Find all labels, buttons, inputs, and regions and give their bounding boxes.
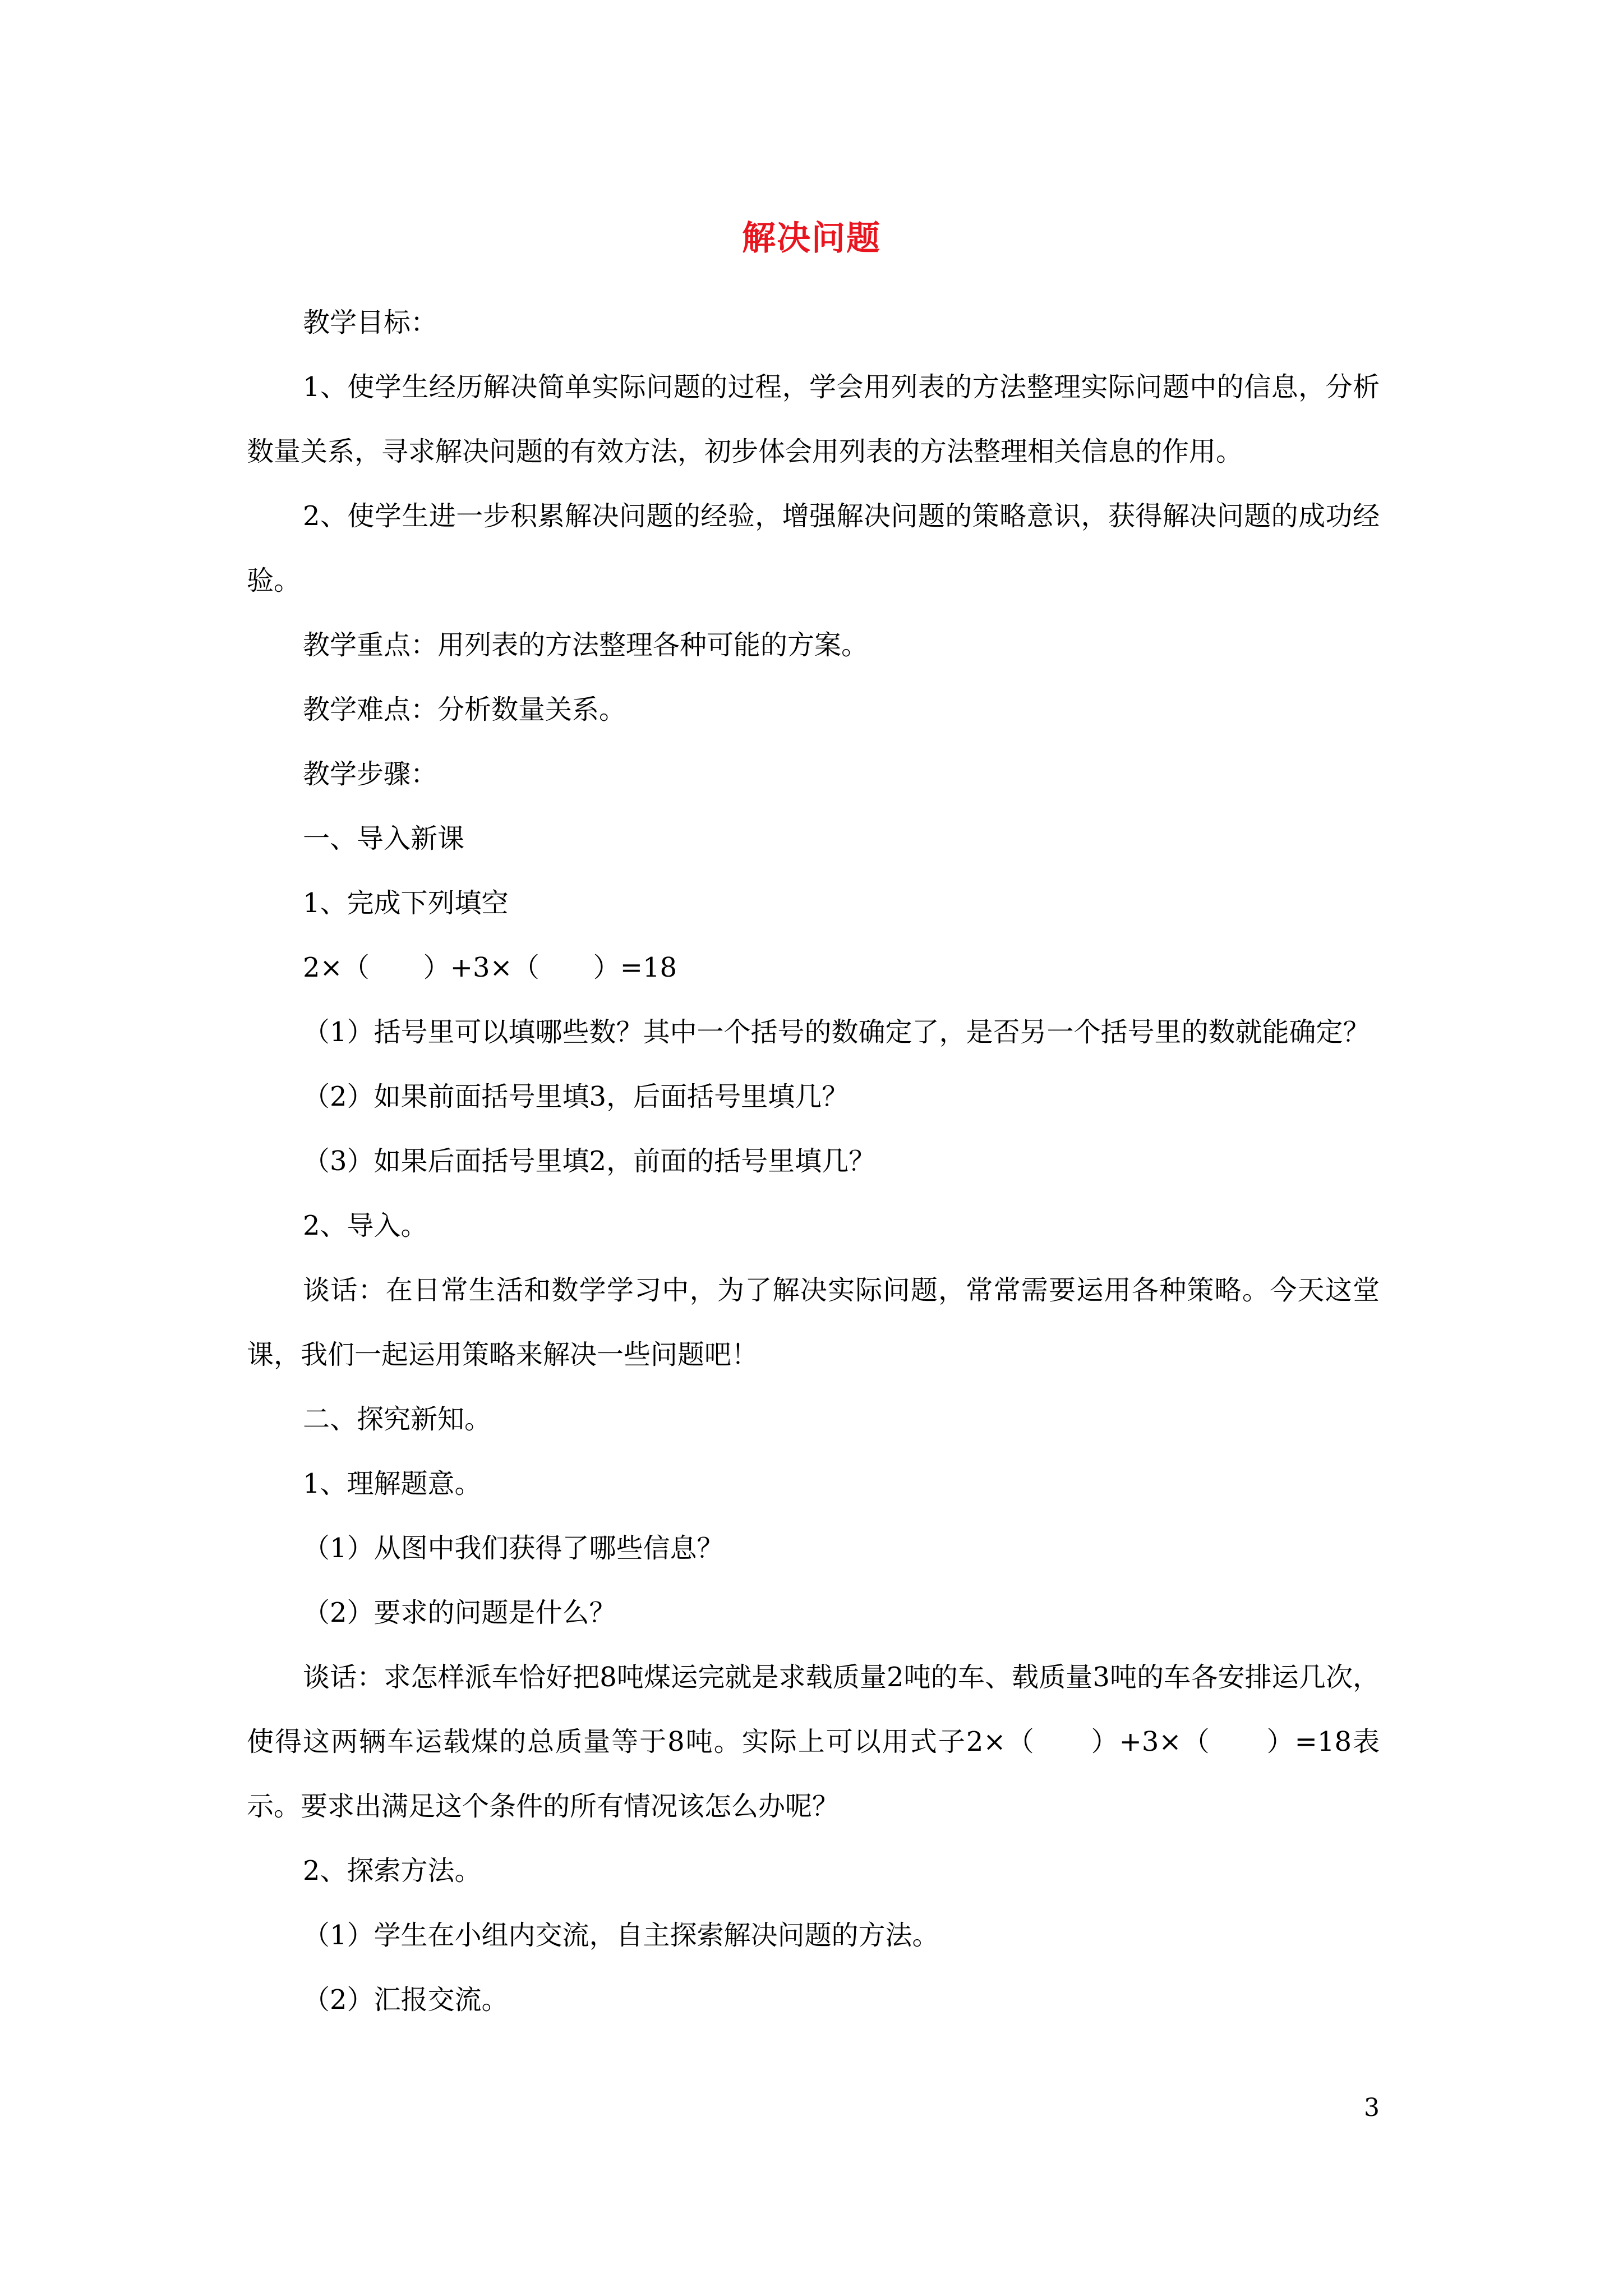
paragraph: （2）汇报交流。 — [303, 1984, 509, 2016]
paragraph: 教学重点：用列表的方法整理各种可能的方案。 — [303, 629, 869, 661]
paragraph: （1）学生在小组内交流，自主探索解决问题的方法。 — [303, 1920, 939, 1951]
paragraph: 1、完成下列填空 — [303, 887, 509, 919]
paragraph: 教学难点：分析数量关系。 — [303, 694, 626, 725]
paragraph: 教学目标： — [303, 307, 438, 338]
paragraph: 一、导入新课 — [303, 823, 465, 854]
paragraph: 谈话：在日常生活和数学学习中，为了解决实际问题，常常需要运用各种策略。今天这堂课，我们一起运用策略来解决一些问题吧！ — [247, 1274, 1380, 1370]
paragraph: 2、探索方法。 — [303, 1855, 482, 1887]
paragraph: 谈话：求怎样派车恰好把8吨煤运完就是求载质量2吨的车、载质量3吨的车各安排运几次，使得这两辆车运载煤的总质量等于8吨。实际上可以用式子2×（ ）+3×（ ）=18表示。要求出满足这个条件的所有情况该怎么办呢？ — [247, 1662, 1380, 1822]
paragraph: 1、理解题意。 — [303, 1468, 482, 1499]
document-body — [247, 291, 1380, 2032]
paragraph: （1）括号里可以填哪些数？其中一个括号的数确定了，是否另一个括号里的数就能确定？ — [303, 1016, 1370, 1048]
paragraph: 1、使学生经历解决简单实际问题的过程，学会用列表的方法整理实际问题中的信息，分析数量关系，寻求解决问题的有效方法，初步体会用列表的方法整理相关信息的作用。 — [247, 371, 1380, 467]
paragraph: （1）从图中我们获得了哪些信息？ — [303, 1533, 724, 1564]
paragraph: 2、使学生进一步积累解决问题的经验，增强解决问题的策略意识，获得解决问题的成功经验。 — [247, 500, 1380, 596]
paragraph: 教学步骤： — [303, 758, 438, 790]
paragraph: 2×（ ）+3×（ ）=18 — [303, 952, 677, 983]
paragraph: 2、导入。 — [303, 1210, 428, 1241]
paragraph: （2）要求的问题是什么？ — [303, 1597, 616, 1628]
paragraph: （2）如果前面括号里填3，后面括号里填几？ — [303, 1081, 849, 1112]
page-number: 3 — [1364, 2093, 1380, 2122]
paragraph: （3）如果后面括号里填2，前面的括号里填几？ — [303, 1145, 876, 1177]
document-title: 解决问题 — [742, 219, 881, 258]
paragraph: 二、探究新知。 — [303, 1404, 492, 1435]
